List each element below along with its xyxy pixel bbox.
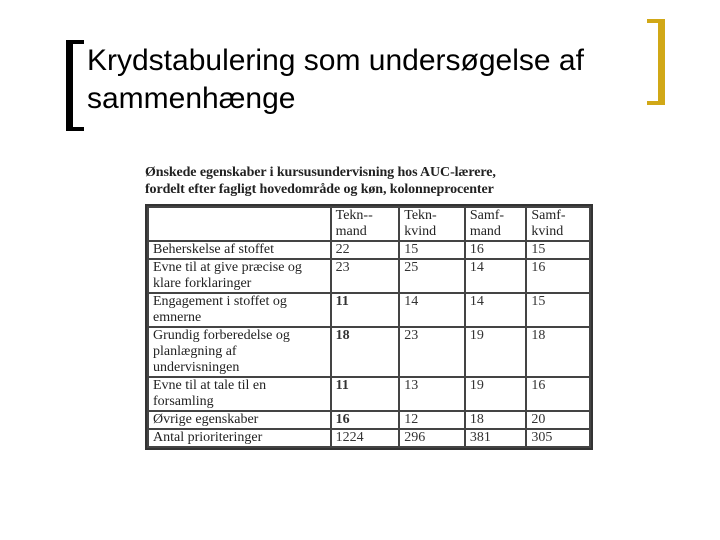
value-cell: 12	[399, 411, 465, 429]
value-cell: 22	[331, 241, 400, 259]
right-bracket-decoration	[647, 19, 665, 105]
value-cell: 23	[331, 259, 400, 293]
value-cell: 19	[465, 327, 527, 377]
slide-title: Krydstabulering som undersøgelse af sammenhænge	[87, 44, 584, 115]
row-label-cell: Øvrige egenskaber	[148, 411, 331, 429]
crosstab-table	[147, 206, 591, 448]
caption-line-1: Ønskede egenskaber i kursusundervisning hos AUC-lærere,	[145, 165, 496, 180]
value-cell: 18	[465, 411, 527, 429]
value-cell: 18	[331, 327, 400, 377]
table-row	[148, 241, 590, 259]
value-cell: 11	[331, 377, 400, 411]
value-cell: 13	[399, 377, 465, 411]
value-cell: 19	[465, 377, 527, 411]
value-cell: 20	[526, 411, 590, 429]
value-cell: 18	[526, 327, 590, 377]
value-cell: 16	[526, 377, 590, 411]
row-label-cell: Beherskelse af stoffet	[148, 241, 331, 259]
row-label-cell: Grundig forberedelse og planlægning af undervisningen	[148, 327, 331, 377]
value-cell: 25	[399, 259, 465, 293]
header-row	[148, 207, 590, 241]
row-label-cell: Evne til at give præcise og klare forklaringer	[148, 259, 331, 293]
table-body	[148, 241, 590, 447]
table-row	[148, 377, 590, 411]
value-cell: 15	[399, 241, 465, 259]
caption-line-2: fordelt efter fagligt hovedområde og køn, kolonneprocenter	[145, 182, 494, 197]
table-row	[148, 293, 590, 327]
value-cell: 14	[465, 259, 527, 293]
value-cell: 296	[399, 429, 465, 447]
header-cell: Tekn- kvind	[399, 207, 465, 241]
scanned-table-figure	[143, 164, 595, 452]
value-cell: 1224	[331, 429, 400, 447]
value-cell: 15	[526, 241, 590, 259]
header-cell	[148, 207, 331, 241]
value-cell: 14	[399, 293, 465, 327]
value-cell: 11	[331, 293, 400, 327]
value-cell: 15	[526, 293, 590, 327]
header-cell: Samf- mand	[465, 207, 527, 241]
value-cell: 381	[465, 429, 527, 447]
value-cell: 14	[465, 293, 527, 327]
value-cell: 16	[331, 411, 400, 429]
row-label-cell: Antal prioriteringer	[148, 429, 331, 447]
value-cell: 16	[465, 241, 527, 259]
value-cell: 305	[526, 429, 590, 447]
left-bracket-decoration	[66, 40, 84, 131]
table-row	[148, 429, 590, 447]
table-caption	[145, 164, 595, 198]
value-cell: 23	[399, 327, 465, 377]
table-row	[148, 259, 590, 293]
table-row	[148, 411, 590, 429]
table-frame	[145, 204, 593, 450]
row-label-cell: Engagement i stoffet og emnerne	[148, 293, 331, 327]
header-cell: Samf- kvind	[526, 207, 590, 241]
value-cell: 16	[526, 259, 590, 293]
row-label-cell: Evne til at tale til en forsamling	[148, 377, 331, 411]
table-row	[148, 327, 590, 377]
header-cell: Tekn-- mand	[331, 207, 400, 241]
